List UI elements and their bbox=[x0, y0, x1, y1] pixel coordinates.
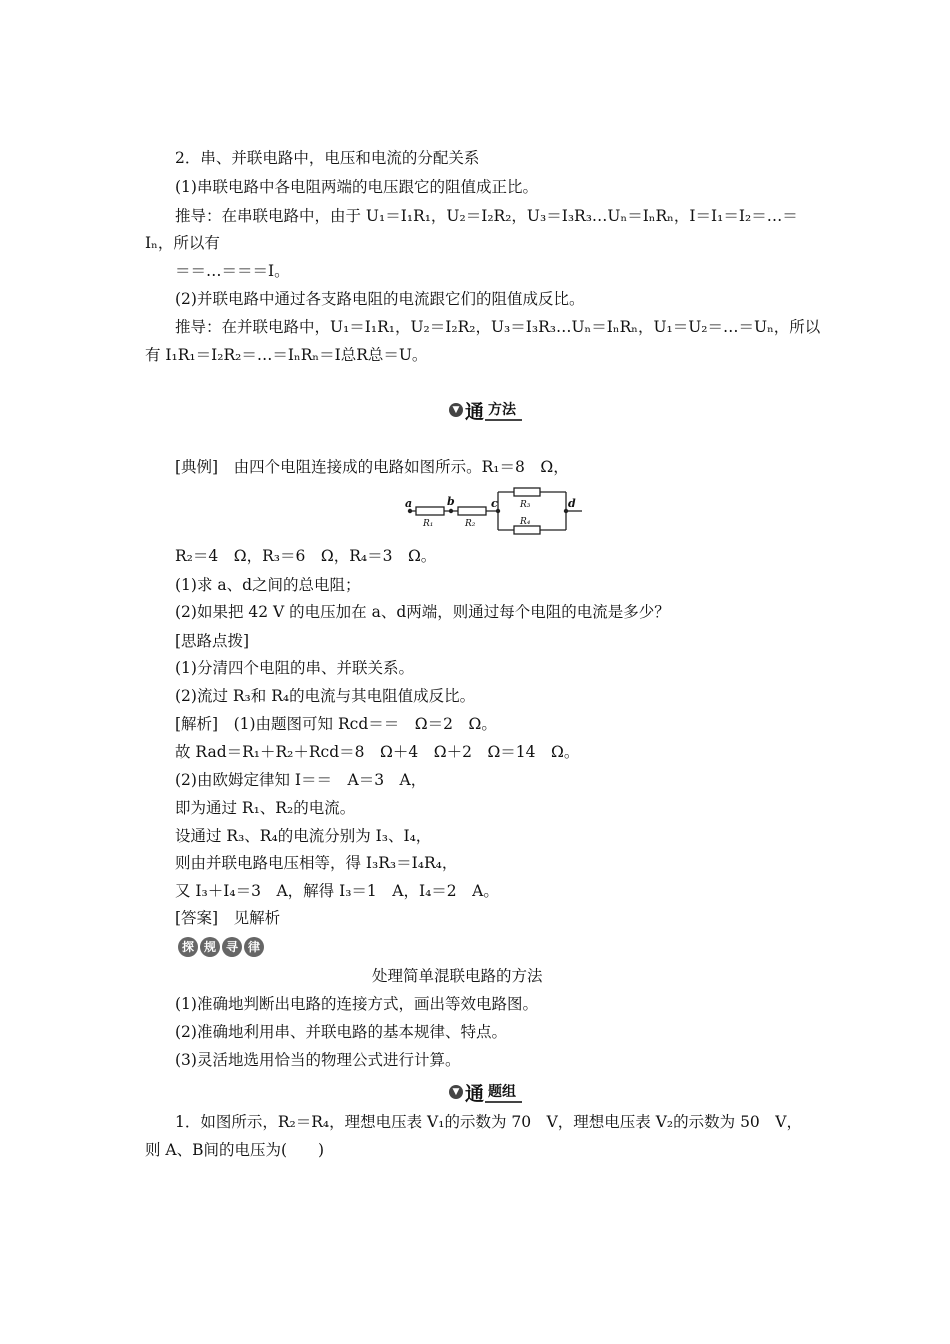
section-heading: 2．串、并联电路中，电压和电流的分配关系 bbox=[175, 149, 480, 167]
node-d-label: d bbox=[568, 497, 576, 510]
resistor-r2-label: R₂ bbox=[465, 519, 476, 529]
paragraph: 推导：在串联电路中，由于 U₁＝I₁R₁，U₂＝I₂R₂，U₃＝I₃R₃…Uₙ＝IₙRₙ，I＝I₁＝I₂＝…＝ bbox=[175, 207, 798, 225]
solution-line: 又 I₃＋I₄＝3 A，解得 I₃＝1 A，I₄＝2 A。 bbox=[175, 882, 499, 900]
node-a-label: a bbox=[405, 497, 413, 510]
solution-line: 即为通过 R₁、R₂的电流。 bbox=[175, 799, 356, 817]
rule-badge: 探 规 寻 律 bbox=[178, 937, 264, 959]
rule-item: (2)准确地利用串、并联电路的基本规律、特点。 bbox=[175, 1023, 507, 1041]
rule-title: 处理简单混联电路的方法 bbox=[372, 967, 543, 985]
question-1: (1)求 a、d之间的总电阻； bbox=[175, 576, 361, 594]
paragraph: Iₙ，所以有 bbox=[145, 234, 220, 252]
question-2: (2)如果把 42 V 的电压加在 a、d两端，则通过每个电阻的电流是多少？ bbox=[175, 603, 670, 621]
rule-item: (3)灵活地选用恰当的物理公式进行计算。 bbox=[175, 1051, 461, 1069]
resistor-r4-label: R₄ bbox=[520, 517, 531, 527]
node-b-label: b bbox=[447, 495, 455, 508]
hint-1: (1)分清四个电阻的串、并联关系。 bbox=[175, 659, 414, 677]
hint-title: [思路点拨] bbox=[175, 632, 250, 650]
node-c-label: c bbox=[491, 497, 498, 510]
example-values: R₂＝4 Ω，R₃＝6 Ω，R₄＝3 Ω。 bbox=[175, 547, 437, 565]
paragraph: 有 I₁R₁＝I₂R₂＝…＝IₙRₙ＝I总R总＝U。 bbox=[145, 346, 428, 364]
paragraph: (1)串联电路中各电阻两端的电压跟它的阻值成正比。 bbox=[175, 178, 538, 196]
exercise-group-badge: ▼ 通 题组 bbox=[449, 1081, 522, 1103]
solution-line: 故 Rad＝R₁＋R₂＋Rcd＝8 Ω＋4 Ω＋2 Ω＝14 Ω。 bbox=[175, 743, 580, 761]
paragraph: ＝＝…＝＝＝I。 bbox=[175, 262, 290, 280]
exercise-line: 1．如图所示，R₂＝R₄，理想电压表 V₁的示数为 70 V，理想电压表 V₂的示数为 50 V， bbox=[175, 1113, 802, 1131]
resistor-r3-label: R₃ bbox=[520, 500, 531, 510]
chevron-down-icon: ▼ bbox=[449, 1085, 463, 1099]
exercise-line: 则 A、B间的电压为( ) bbox=[145, 1141, 325, 1159]
paragraph: 推导：在并联电路中，U₁＝I₁R₁，U₂＝I₂R₂，U₃＝I₃R₃…Uₙ＝IₙRₙ，U₁＝U₂＝…＝Uₙ，所以 bbox=[175, 318, 821, 336]
solution-line: [解析] (1)由题图可知 Rcd＝＝ Ω＝2 Ω。 bbox=[175, 715, 497, 733]
example-intro: [典例] 由四个电阻连接成的电路如图所示。R₁＝8 Ω， bbox=[175, 458, 569, 476]
rule-item: (1)准确地判断出电路的连接方式，画出等效电路图。 bbox=[175, 995, 538, 1013]
chevron-down-icon: ▼ bbox=[449, 403, 463, 417]
method-badge: ▼ 通 方法 bbox=[449, 399, 522, 421]
circuit-diagram bbox=[398, 480, 590, 542]
solution-line: 设通过 R₃、R₄的电流分别为 I₃、I₄， bbox=[175, 827, 432, 845]
solution-line: (2)由欧姆定律知 I＝＝ A＝3 A， bbox=[175, 771, 427, 789]
resistor-r1-label: R₁ bbox=[423, 519, 434, 529]
hint-2: (2)流过 R₃和 R₄的电流与其电阻值成反比。 bbox=[175, 687, 476, 705]
solution-line: 则由并联电路电压相等，得 I₃R₃＝I₄R₄， bbox=[175, 854, 458, 872]
paragraph: (2)并联电路中通过各支路电阻的电流跟它们的阻值成反比。 bbox=[175, 290, 585, 308]
answer-line: [答案] 见解析 bbox=[175, 909, 281, 927]
